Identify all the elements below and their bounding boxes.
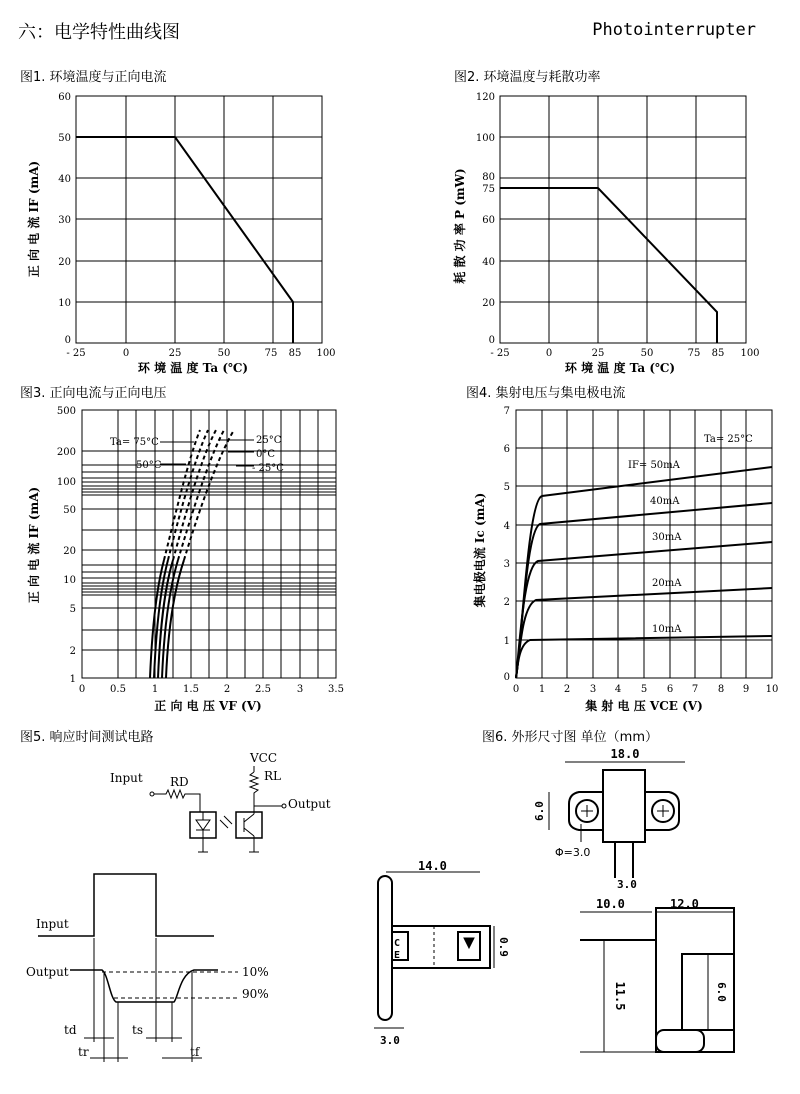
fig3-xtick: 2 (223, 684, 231, 695)
fig4-xtick: 3 (589, 684, 597, 695)
fig2-ytick: 75 (482, 184, 495, 195)
fig2-ytick: 60 (482, 215, 495, 226)
fig1-xtick: 0 (122, 348, 130, 359)
fig4-ytick: 6 (503, 444, 510, 455)
fig1-ytick: 10 (58, 298, 71, 309)
fig3-xtick: 3.5 (328, 684, 344, 695)
fig1-chart (18, 86, 348, 376)
dim-6b: 6.0 (715, 982, 728, 1002)
fig1-xtick: 100 (316, 348, 336, 359)
fig2-ytick: 20 (482, 298, 495, 309)
fig2-xtick: 100 (740, 348, 760, 359)
page-title: 六：电学特性曲线图 (18, 22, 180, 43)
fig1-ytick: 60 (58, 92, 71, 103)
fig2-xtick: 75 (687, 348, 701, 359)
fig3-label-m25: - 25°C (252, 463, 284, 474)
wave-input-label: Input (36, 917, 69, 931)
fig1-ytick: 30 (58, 215, 71, 226)
fig4-caption: 图4. 集射电压与集电极电流 (466, 386, 626, 401)
fig4-xtick: 0 (512, 684, 520, 695)
wave-output (70, 970, 218, 1002)
fig3-xtick: 1 (151, 684, 159, 695)
dim-6a: 6.0 (533, 801, 546, 821)
fig1-curve (76, 137, 293, 343)
fig3-xtick: 0 (78, 684, 86, 695)
dim-10: 10.0 (596, 897, 625, 911)
fig3-xtick: 1.5 (183, 684, 199, 695)
fig4-label-40: 40mA (650, 496, 680, 507)
ts-label: ts (132, 1023, 143, 1037)
fig3-ytick: 200 (56, 447, 76, 458)
fig4-xtick: 8 (717, 684, 725, 695)
tr-label: tr (78, 1045, 89, 1059)
fig4-label-30: 30mA (652, 532, 682, 543)
fig1-xtick: 50 (217, 348, 231, 359)
fig6-side-view (360, 859, 510, 1052)
mark-c: C (394, 938, 401, 949)
fig3-ytick: 10 (63, 575, 76, 586)
dim-phi: Φ=3.0 (555, 846, 591, 859)
fig3-ytick: 100 (56, 477, 76, 488)
wave-output-label: Output (26, 965, 69, 979)
dim-3b: 3.0 (380, 1034, 400, 1047)
fig3-caption: 图3. 正向电流与正向电压 (20, 386, 167, 401)
dim-115: 11.5 (613, 981, 627, 1011)
fig1-xlabel: 环 境 温 度 Ta (℃) (137, 361, 249, 375)
fig2-ytick: 40 (482, 257, 495, 268)
fig1-ytick: 40 (58, 174, 71, 185)
fig3-ylabel: 正 向 电 流 IF (mA) (27, 486, 41, 604)
fig1-ytick: 20 (58, 257, 71, 268)
pct90-label: 90% (242, 987, 269, 1001)
fig3-xtick: 0.5 (110, 684, 126, 695)
fig2-ytick: 80 (482, 172, 495, 183)
fig3-ytick: 500 (56, 406, 76, 417)
fig4-xtick: 1 (538, 684, 546, 695)
dim-18: 18.0 (610, 747, 640, 761)
fig5-diagram (18, 742, 348, 1072)
fig3-chart (18, 400, 358, 715)
fig4-ytick: 0 (503, 672, 510, 683)
fig3-label-75: Ta= 75°C (110, 437, 159, 448)
fig3-ytick: 2 (69, 646, 76, 657)
fig4-xtick: 10 (765, 684, 779, 695)
fig6-front-view (572, 892, 772, 1062)
fig1-ytick: 0 (64, 335, 71, 346)
fig1-ylabel: 正 向 电 流 IF (mA) (27, 160, 41, 278)
fig2-chart (440, 86, 770, 376)
tf-label: tf (190, 1045, 200, 1059)
fig4-xtick: 6 (666, 684, 674, 695)
fig3-ytick: 20 (63, 546, 76, 557)
fig3-xlabel: 正 向 电 压 VF (V) (154, 699, 262, 713)
fig3-xtick: 3 (296, 684, 304, 695)
td-label: td (64, 1023, 77, 1037)
fig3-xtick: 2.5 (255, 684, 271, 695)
fig4-label-50: IF= 50mA (628, 460, 680, 471)
circuit-output-label: Output (288, 797, 331, 811)
fig2-xtick: 85 (711, 348, 725, 359)
fig3-label-25: 25°C (256, 435, 282, 446)
fig1-xtick: 25 (168, 348, 182, 359)
fig4-ytick: 4 (503, 521, 510, 532)
fig3-label-0: 0°C (256, 449, 276, 460)
fig4-label-20: 20mA (652, 578, 682, 589)
fig4-ytick: 7 (503, 406, 510, 417)
fig1-ytick: 50 (58, 133, 71, 144)
fig1-xtick: - 25 (66, 348, 86, 359)
fig4-ytick: 5 (503, 482, 510, 493)
fig3-ytick: 5 (69, 604, 76, 615)
circuit-vcc-label: VCC (250, 751, 278, 765)
circuit-input-label: Input (110, 771, 143, 785)
fig2-xlabel: 环 境 温 度 Ta (℃) (564, 361, 676, 375)
fig2-xtick: 0 (545, 348, 553, 359)
fig2-ytick: 100 (475, 133, 495, 144)
dim-3a: 3.0 (617, 878, 637, 891)
fig2-ytick: 120 (475, 92, 495, 103)
fig4-ytick: 3 (503, 559, 510, 570)
fig4-ytick: 2 (503, 597, 510, 608)
fig1-caption: 图1. 环境温度与正向电流 (20, 70, 167, 85)
fig1-xtick: 85 (288, 348, 302, 359)
fig2-curve (500, 188, 717, 343)
fig4-chart (458, 400, 788, 715)
fig4-ylabel: 集电极电流 Ic (mA) (473, 492, 487, 608)
circuit-rl-label: RL (264, 769, 282, 783)
fig2-ytick: 0 (488, 335, 495, 346)
dim-12: 12.0 (670, 897, 699, 911)
fig2-xtick: - 25 (490, 348, 510, 359)
dim-14: 14.0 (418, 859, 447, 873)
fig4-ytick: 1 (503, 636, 510, 647)
fig2-xtick: 25 (591, 348, 605, 359)
circuit-rd-label: RD (170, 775, 189, 789)
fig1-xtick: 75 (264, 348, 278, 359)
fig3-ytick: 1 (69, 674, 76, 685)
fig2-ylabel: 耗 散 功 率 P (mW) (453, 168, 467, 284)
fig4-xtick: 2 (563, 684, 571, 695)
fig4-label-10: 10mA (652, 624, 682, 635)
mark-e: E (394, 950, 401, 961)
pct10-label: 10% (242, 965, 269, 979)
fig2-xtick: 50 (640, 348, 654, 359)
fig4-xtick: 9 (742, 684, 750, 695)
fig6-top-view (525, 742, 715, 892)
fig3-label-50: 50°C (136, 460, 162, 471)
fig4-xtick: 5 (640, 684, 648, 695)
fig2-caption: 图2. 环境温度与耗散功率 (454, 70, 601, 85)
fig5-caption: 图5. 响应时间测试电路 (20, 730, 154, 745)
fig3-ytick: 50 (63, 505, 76, 516)
fig4-xlabel: 集 射 电 压 VCE (V) (585, 699, 703, 713)
dim-09: 0.9 (497, 937, 510, 957)
fig4-xtick: 7 (691, 684, 699, 695)
product-name: Photointerrupter (592, 20, 756, 40)
fig6-caption: 图6. 外形尺寸图 单位（mm） (482, 730, 658, 745)
fig4-xtick: 4 (614, 684, 622, 695)
fig4-ta: Ta= 25°C (704, 434, 753, 445)
